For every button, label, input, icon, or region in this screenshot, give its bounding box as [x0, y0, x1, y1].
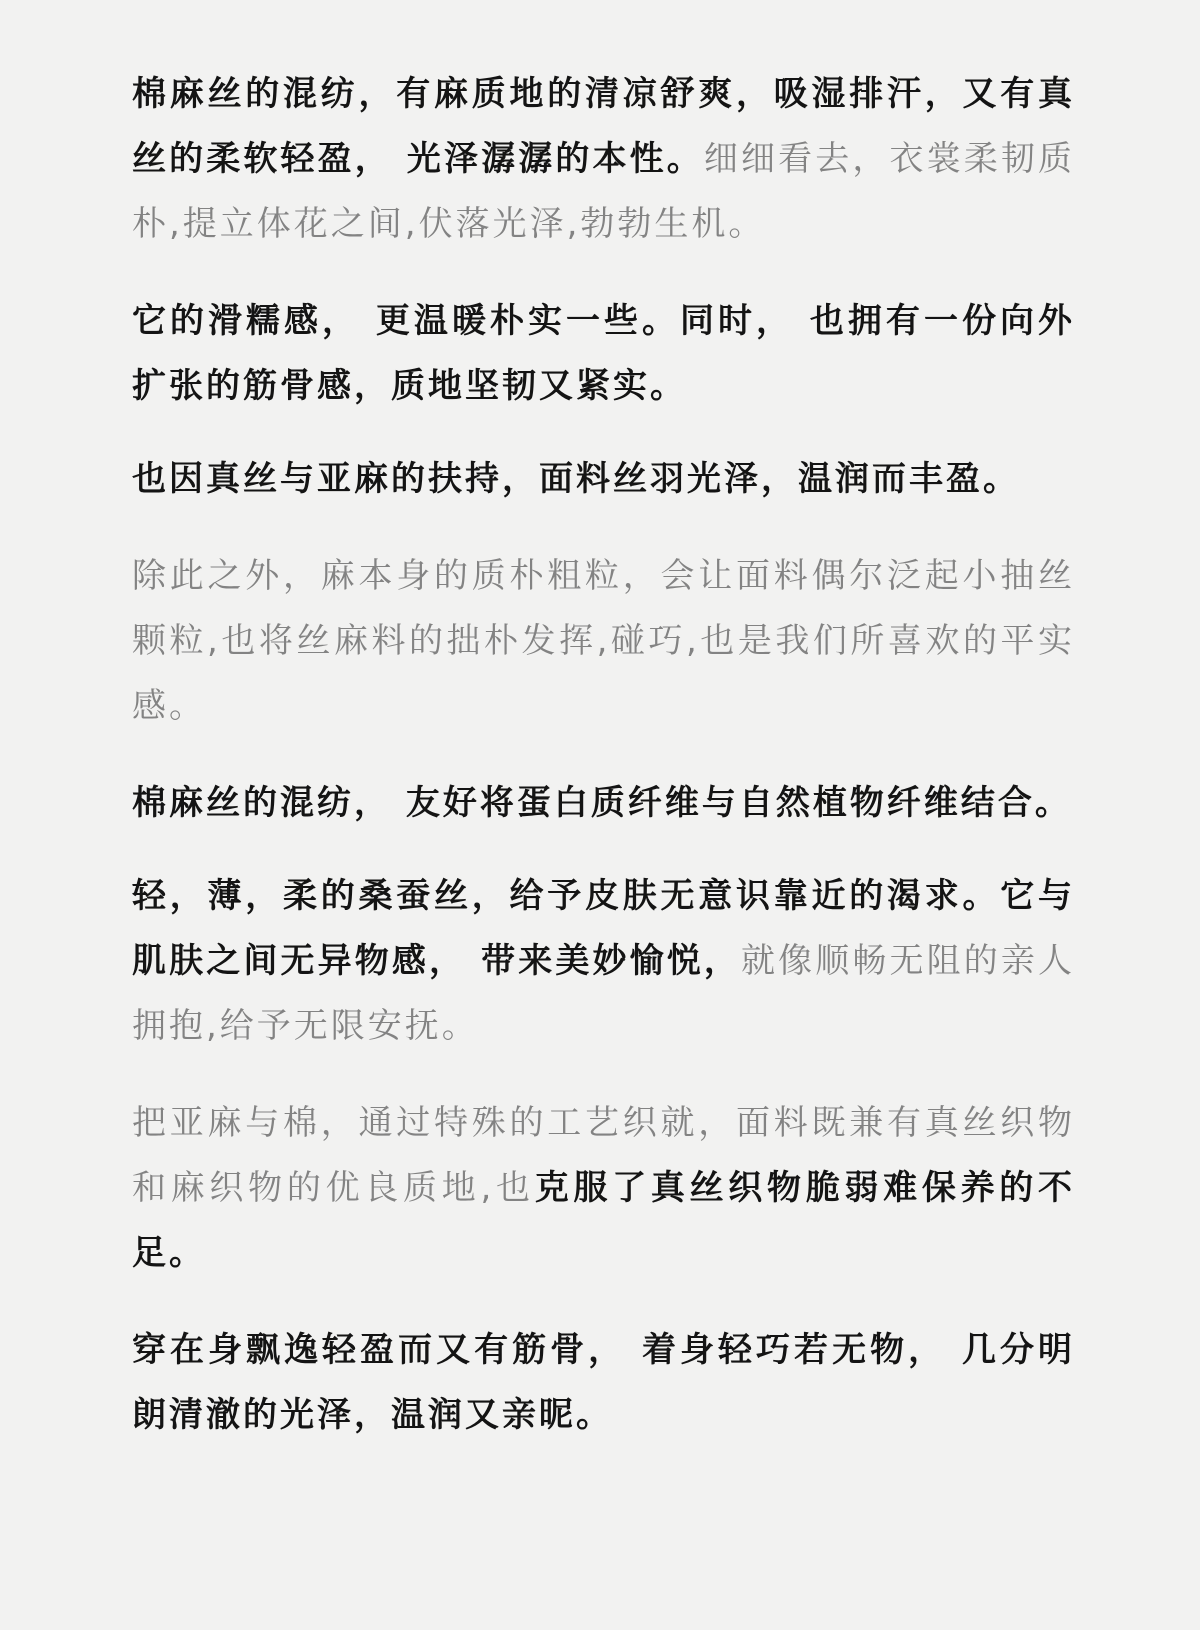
paragraph-4: [132, 544, 1075, 739]
paragraph-6-bold: 轻，薄，柔的桑蚕丝，给予皮肤无意识靠近的渴求。它与肌肤之间无异物感， 带来美妙愉悦，: [132, 876, 1075, 981]
paragraph-5-bold: 棉麻丝的混纺， 友好将蛋白质纤维与自然植物纤维结合。: [132, 783, 1072, 823]
paragraph-2: [132, 289, 1075, 419]
paragraph-1: [132, 62, 1075, 257]
paragraph-5: [132, 771, 1075, 836]
paragraph-1-light: 细细看去，衣裳柔韧质朴,提立体花之间,伏落光泽,勃勃生机。: [132, 139, 1075, 244]
paragraph-3: [132, 447, 1075, 512]
paragraph-7: [132, 1091, 1075, 1286]
paragraph-7-light: 把亚麻与棉，通过特殊的工艺织就，面料既兼有真丝织物和麻织物的优良质地,也: [132, 1103, 1075, 1208]
paragraph-4-light: 除此之外，麻本身的质朴粗粒，会让面料偶尔泛起小抽丝颗粒,也将丝麻料的拙朴发挥,碰巧,也是我们所喜欢的平实感。: [132, 556, 1075, 726]
paragraph-3-bold: 也因真丝与亚麻的扶持，面料丝羽光泽，温润而丰盈。: [132, 459, 1020, 499]
paragraph-6-light: 就像顺畅无阻的亲人拥抱,给予无限安抚。: [132, 941, 1075, 1046]
paragraph-7-bold: 克服了真丝织物脆弱难保养的不足。: [132, 1168, 1075, 1273]
paragraph-8-bold: 穿在身飘逸轻盈而又有筋骨， 着身轻巧若无物， 几分明朗清澈的光泽，温润又亲昵。: [132, 1330, 1075, 1435]
paragraph-6: [132, 864, 1075, 1059]
paragraph-1-bold: 棉麻丝的混纺，有麻质地的清凉舒爽，吸湿排汗，又有真丝的柔软轻盈， 光泽潺潺的本性。: [132, 74, 1075, 179]
paragraph-8: [132, 1318, 1075, 1448]
paragraph-2-bold: 它的滑糯感， 更温暖朴实一些。同时， 也拥有一份向外扩张的筋骨感，质地坚韧又紧实。: [132, 301, 1075, 406]
